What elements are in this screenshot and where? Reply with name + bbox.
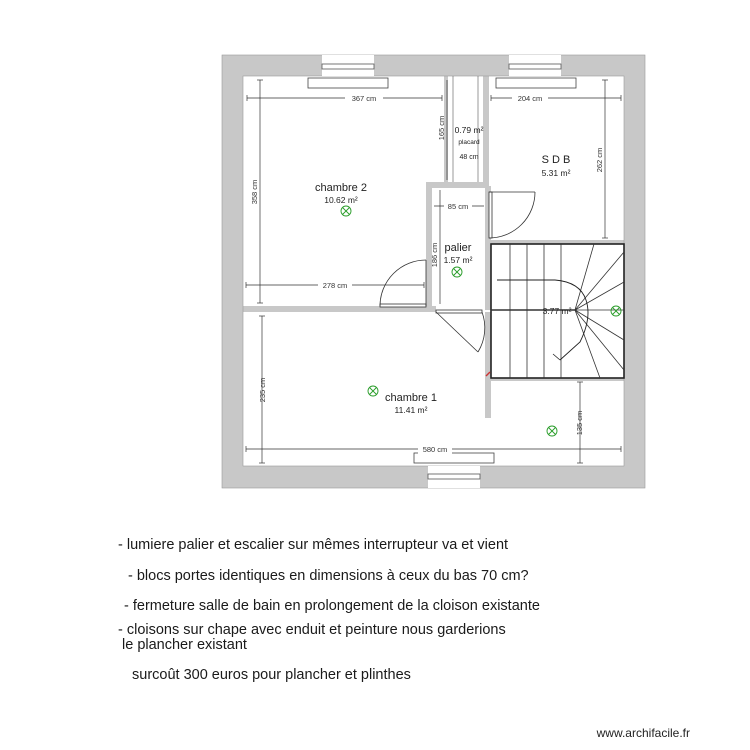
- stair-arrow: [497, 280, 588, 360]
- door-chambre2: [380, 260, 426, 307]
- light-fixture-icon: [547, 426, 557, 436]
- dim-right-bottom: 135 cm: [575, 410, 584, 436]
- upper-steps: [510, 244, 624, 310]
- dim-ch1-height: 235 cm: [258, 377, 267, 403]
- note-line: - cloisons sur chape avec enduit et peinture nous garderions: [118, 622, 506, 638]
- light-fixture-icon: [452, 267, 462, 277]
- room-palier-area: 1.57 m²: [443, 255, 473, 265]
- lower-steps: [510, 310, 624, 378]
- dim-total-width: 580 cm: [422, 445, 448, 454]
- light-fixture-icon: [341, 206, 351, 216]
- room-chambre1-area: 11.41 m²: [394, 405, 428, 415]
- wall-stair-stub: [485, 312, 491, 418]
- room-escalier-area: 3.77 m²: [542, 306, 572, 316]
- dim-top-left: 367 cm: [351, 94, 377, 103]
- door-chambre1: [436, 310, 485, 352]
- room-sdb-name: S D B: [541, 154, 571, 166]
- dim-top-right: 204 cm: [517, 94, 543, 103]
- dimension-lines: [246, 80, 621, 463]
- room-sdb-area: 5.31 m²: [541, 168, 571, 178]
- door-sdb: [489, 192, 535, 238]
- room-chambre2-name: chambre 2: [315, 182, 367, 194]
- dim-ch2-bottom: 278 cm: [322, 281, 348, 290]
- note-line: surcoût 300 euros pour plancher et plinthes: [132, 667, 411, 683]
- room-labels: [315, 125, 572, 415]
- dim-palier-height: 186 cm: [430, 242, 439, 268]
- room-placard-width: 48 cm: [459, 154, 479, 161]
- dim-palier-width: 85 cm: [447, 202, 469, 211]
- note-line: le plancher existant: [122, 637, 247, 653]
- note-line: - fermeture salle de bain en prolongement de la cloison existante: [124, 598, 540, 614]
- dim-placard-height: 165 cm: [437, 115, 446, 141]
- note-line: - blocs portes identiques en dimensions à ceux du bas 70 cm?: [128, 568, 529, 584]
- room-chambre2-area: 10.62 m²: [324, 195, 358, 205]
- footer-credit: www.archifacile.fr: [596, 726, 690, 740]
- dim-ch2-height: 358 cm: [250, 179, 259, 205]
- wall-palier-bottom: [426, 306, 436, 312]
- room-chambre1-name: chambre 1: [385, 392, 437, 404]
- note-line: - lumiere palier et escalier sur mêmes interrupteur va et vient: [118, 537, 509, 553]
- light-fixture-icon: [368, 386, 378, 396]
- room-placard-name: placard: [458, 139, 480, 146]
- inner-outline: [243, 76, 624, 466]
- light-fixture-icon: [611, 306, 621, 316]
- wall-placard-right: [483, 76, 489, 186]
- room-placard-area: 0.79 m²: [454, 125, 484, 135]
- room-palier-name: palier: [444, 242, 472, 254]
- dim-sdb-height: 262 cm: [595, 147, 604, 173]
- wall-placard-bottom: [426, 182, 489, 188]
